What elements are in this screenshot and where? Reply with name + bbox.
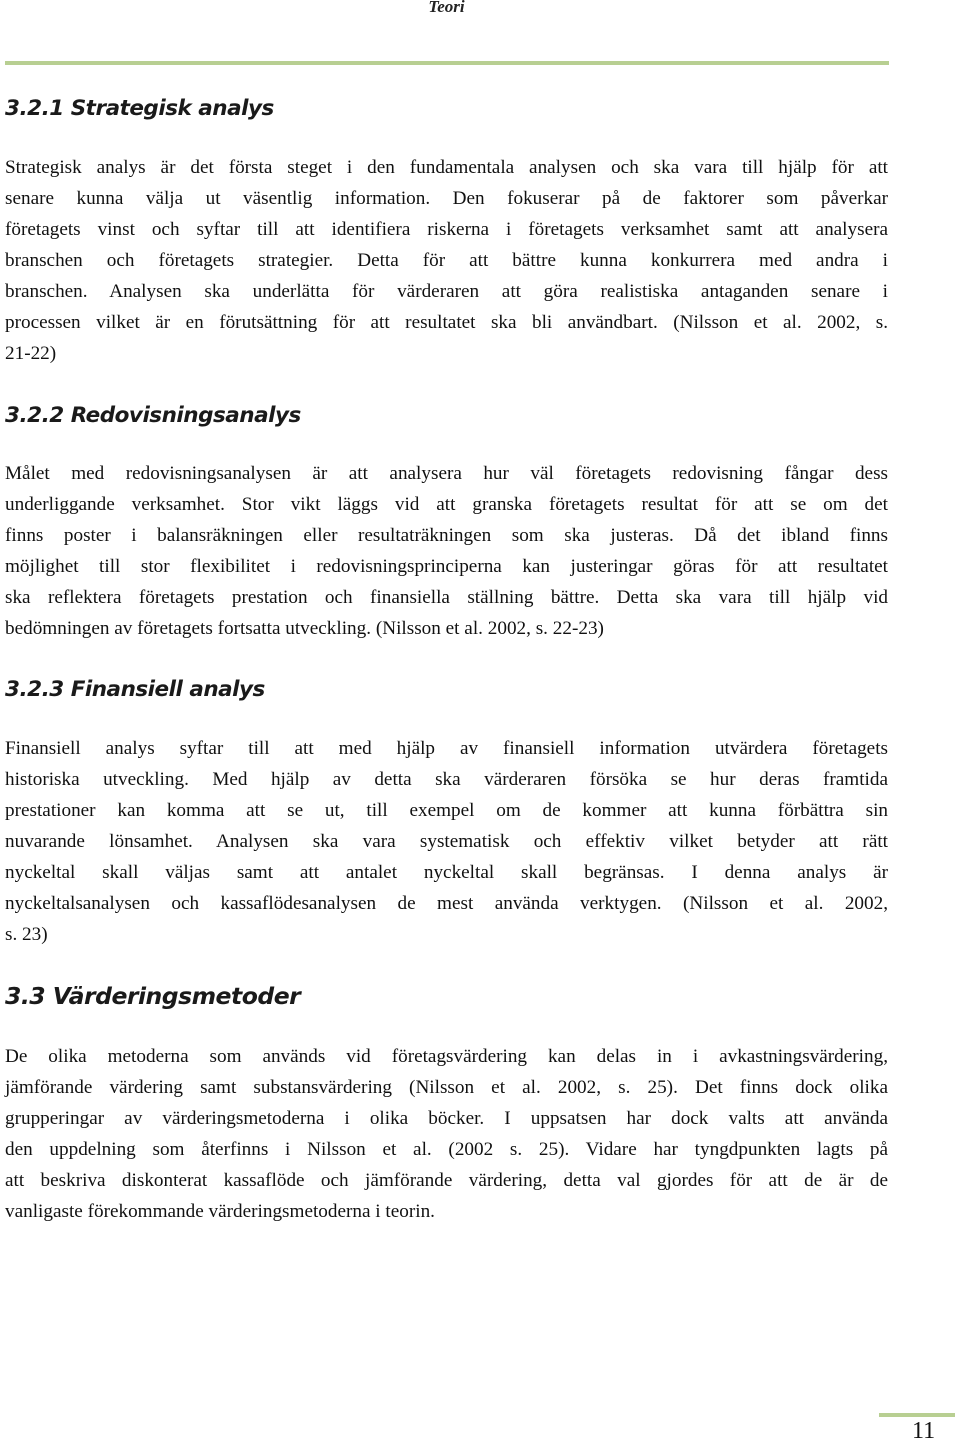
text-line: nyckeltalsanalysen och kassaflödesanalysen de mest använda verktygen. (Nilsson et al. 2002, (5, 893, 888, 914)
section-heading-3-2-2: 3.2.2 Redovisningsanalys (5, 403, 301, 428)
text-line: underliggande verksamhet. Stor vikt läggs vid att granska företagets resultat för att se om det (5, 494, 888, 515)
text-line: processen vilket är en förutsättning för att resultatet ska bli användbart. (Nilsson et al. 2002, s. (5, 312, 888, 333)
text-line: prestationer kan komma att se ut, till exempel om de kommer att kunna förbättra sin (5, 800, 888, 821)
text-line: 21-22) (5, 343, 57, 364)
text-line: finns poster i balansräkningen eller resultaträkningen som ska justeras. Då det ibland finns (5, 525, 888, 546)
footer-rule (879, 1413, 955, 1417)
text-line: Målet med redovisningsanalysen är att analysera hur väl företagets redovisning fångar dess (5, 463, 888, 484)
paragraph-varderingsmetoder (5, 1041, 888, 1227)
text-line: ska reflektera företagets prestation och finansiella ställning bättre. Detta ska vara till hjälp vid (5, 587, 888, 608)
section-heading-3-2-1: 3.2.1 Strategisk analys (5, 96, 274, 121)
text-line: nuvarande lönsamhet. Analysen ska vara systematisk och effektiv vilket betyder att rätt (5, 831, 888, 852)
text-line: vanligaste förekommande värderingsmetoderna i teorin. (5, 1201, 435, 1222)
text-line: Strategisk analys är det första steget i den fundamentala analysen och ska vara till hjälp för att (5, 157, 888, 178)
header-rule (5, 61, 889, 65)
section-heading-3-2-3: 3.2.3 Finansiell analys (5, 677, 265, 702)
text-line: senare kunna välja ut väsentlig information. Den fokuserar på de faktorer som påverkar (5, 188, 888, 209)
text-line: bedömningen av företagets fortsatta utveckling. (Nilsson et al. 2002, s. 22-23) (5, 618, 604, 639)
text-line: nyckeltal skall väljas samt att antalet nyckeltal skall begränsas. I denna analys är (5, 862, 888, 883)
text-line: jämförande värdering samt substansvärdering (Nilsson et al. 2002, s. 25). Det finns dock olika (5, 1077, 888, 1098)
running-header: Teori (428, 0, 465, 16)
text-line: företagets vinst och syftar till att identifiera riskerna i företagets verksamhet samt att analysera (5, 219, 888, 240)
text-line: historiska utveckling. Med hjälp av detta ska värderaren försöka se hur deras framtida (5, 769, 888, 790)
text-line: branschen och företagets strategier. Detta för att bättre kunna konkurrera med andra i (5, 250, 888, 271)
text-line: Finansiell analys syftar till att med hjälp av finansiell information utvärdera företagets (5, 738, 888, 759)
text-line: De olika metoderna som används vid företagsvärdering kan delas in i avkastningsvärdering, (5, 1046, 888, 1067)
paragraph-strategisk-analys (5, 152, 888, 369)
paragraph-finansiell-analys (5, 733, 888, 950)
text-line: den uppdelning som återfinns i Nilsson et al. (2002 s. 25). Vidare har tyngdpunkten lagts på (5, 1139, 888, 1160)
paragraph-redovisningsanalys (5, 458, 888, 644)
text-line: grupperingar av värderingsmetoderna i olika böcker. I uppsatsen har dock valts att använda (5, 1108, 888, 1129)
section-heading-3-3: 3.3 Värderingsmetoder (5, 982, 301, 1010)
text-line: möjlighet till stor flexibilitet i redovisningsprinciperna kan justeringar göras för att resultatet (5, 556, 888, 577)
text-line: branschen. Analysen ska underlätta för värderaren att göra realistiska antaganden senare i (5, 281, 888, 302)
text-line: s. 23) (5, 924, 48, 945)
text-line: att beskriva diskonterat kassaflöde och jämförande värdering, detta val gjordes för att de är de (5, 1170, 888, 1191)
page-number: 11 (912, 1418, 936, 1444)
